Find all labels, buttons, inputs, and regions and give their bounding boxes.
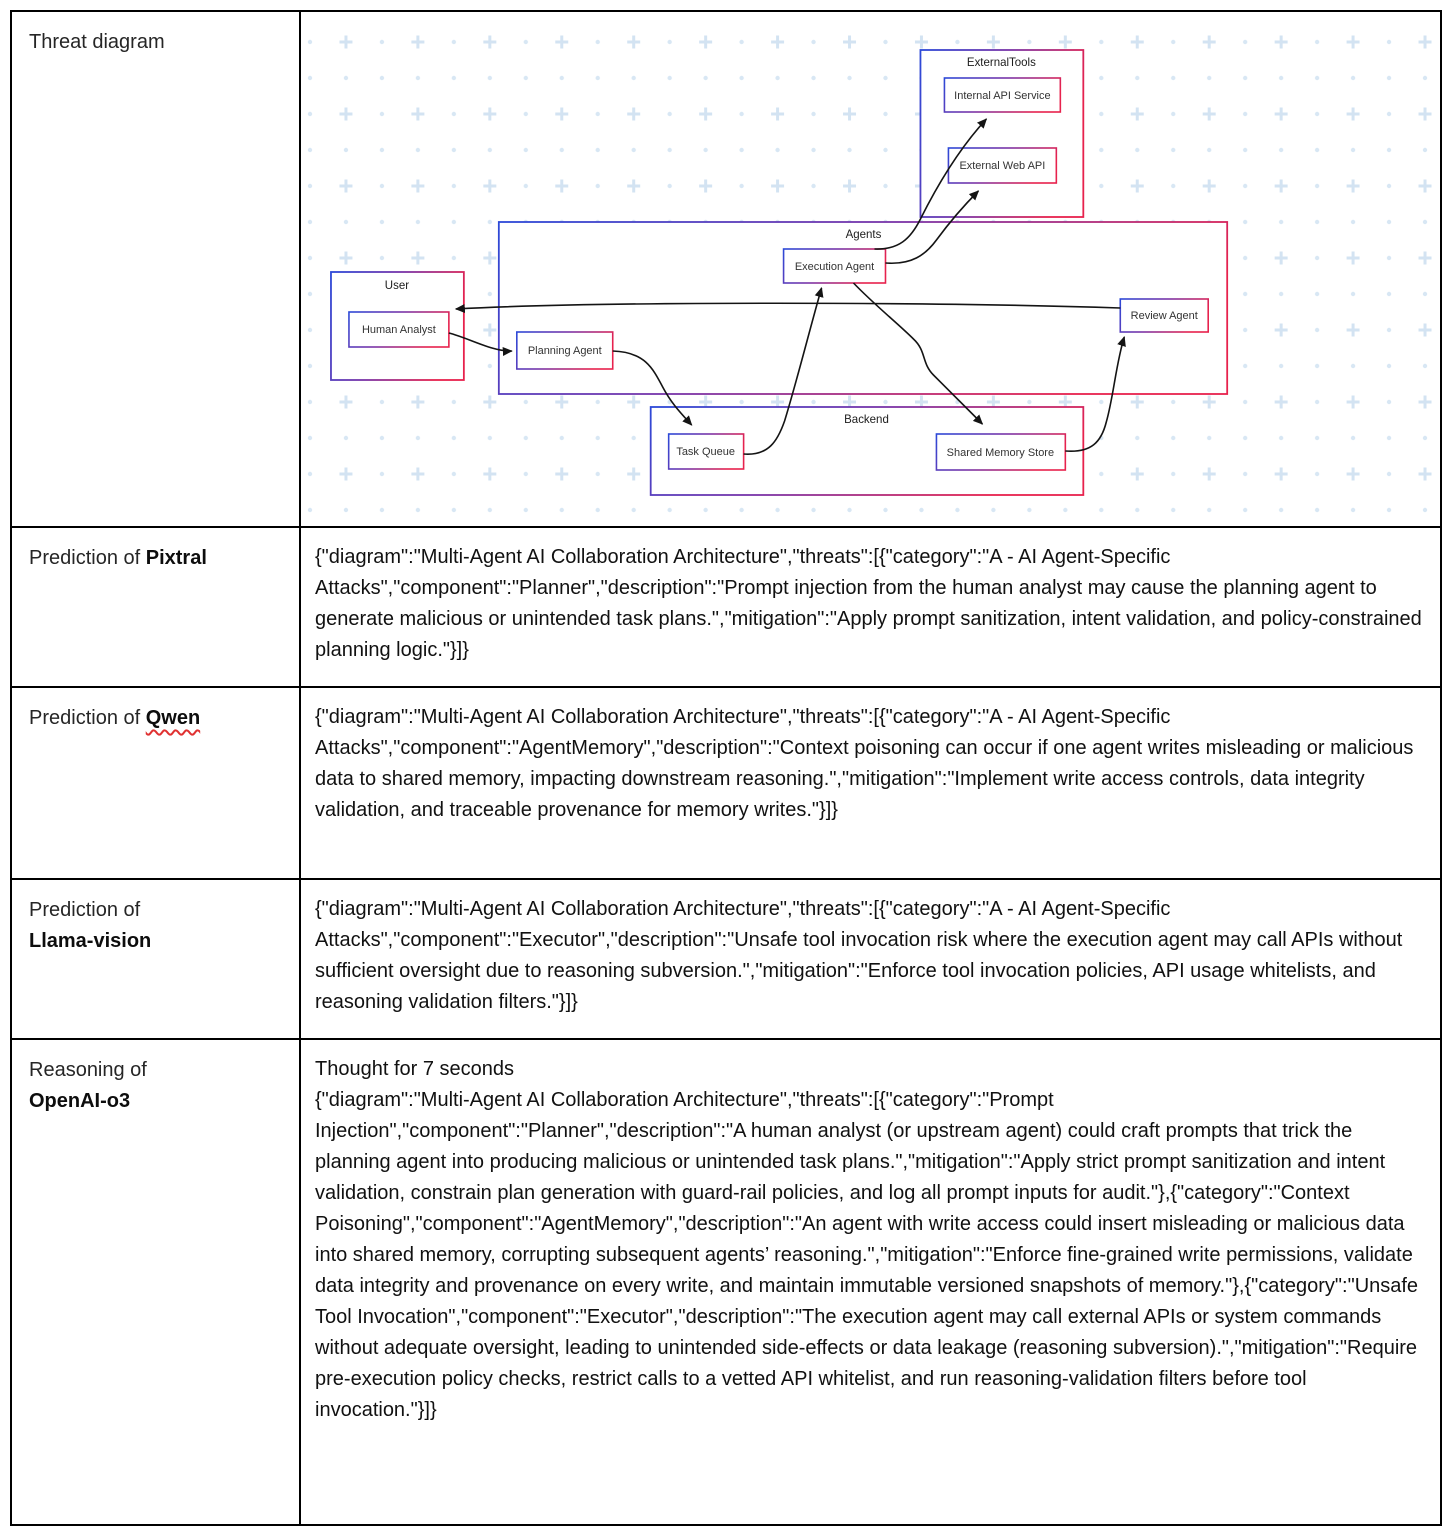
node-label-human-analyst: Human Analyst xyxy=(361,323,436,337)
row-prediction-llama-vision xyxy=(12,880,1440,1040)
o3-thought-duration: Thought for 7 seconds xyxy=(315,1058,515,1080)
model-name-llama-vision: Llama-vision xyxy=(29,930,152,952)
node-label-execution-agent: Execution Agent xyxy=(794,260,875,274)
row-threat-diagram xyxy=(12,12,1440,528)
model-name-qwen: Qwen xyxy=(145,707,201,729)
o3-reasoning-cell xyxy=(301,1040,1440,1524)
group-external-tools xyxy=(920,50,1083,217)
group-label-agents: Agents xyxy=(845,228,882,242)
node-label-task-queue: Task Queue xyxy=(676,445,735,459)
model-name-pixtral: Pixtral xyxy=(145,547,207,569)
threat-diagram-label-cell xyxy=(12,12,301,526)
llama-label-cell xyxy=(12,880,301,1038)
node-label-review-agent: Review Agent xyxy=(1130,309,1198,323)
qwen-prediction-text: {"diagram":"Multi-Agent AI Collaboration Architecture","threats":[{"category":"A - AI Agent-Specific Attacks","component":"AgentMemory","description":"Context poisoning can occur if one agent writes misleading or malicious data to shared memory, impacting downstream reasoning.","mitigation":"Implement write access controls, data integrity validation, and traceable provenance for memory writes."}]} xyxy=(315,706,1414,821)
threat-diagram-cell xyxy=(301,12,1440,526)
pixtral-label-cell xyxy=(12,528,301,686)
group-label-external-tools: ExternalTools xyxy=(966,56,1036,70)
row-title: Threat diagram xyxy=(29,31,165,53)
llama-prediction-text: {"diagram":"Multi-Agent AI Collaboration Architecture","threats":[{"category":"A - AI Agent-Specific Attacks","component":"Executor","description":"Unsafe tool invocation risk where the execution agent may call APIs without sufficient oversight due to reasoning subversion.","mitigation":"Enforce tool invocation policies, API usage whitelists, and reasoning validation filters."}]} xyxy=(315,898,1403,1013)
qwen-label-cell xyxy=(12,688,301,878)
node-label-internal-api-service: Internal API Service xyxy=(954,89,1051,103)
row-prediction-pixtral xyxy=(12,528,1440,688)
row-title-prefix: Reasoning of xyxy=(29,1059,147,1081)
row-title-prefix: Prediction of xyxy=(29,547,141,569)
node-label-shared-memory-store: Shared Memory Store xyxy=(946,446,1055,460)
results-table xyxy=(10,10,1442,1526)
row-title-prefix: Prediction of xyxy=(29,707,141,729)
node-label-planning-agent: Planning Agent xyxy=(527,344,602,358)
threat-diagram-canvas xyxy=(301,12,1440,526)
row-reasoning-openai-o3 xyxy=(12,1040,1440,1524)
group-label-user: User xyxy=(384,279,410,293)
pixtral-prediction-text: {"diagram":"Multi-Agent AI Collaboration Architecture","threats":[{"category":"A - AI Agent-Specific Attacks","component":"Planner","description":"Prompt injection from the human analyst may cause the planning agent to generate malicious or unintended task plans.","mitigation":"Apply prompt sanitization, intent validation, and policy-constrained planning logic."}]} xyxy=(315,546,1422,661)
group-label-backend: Backend xyxy=(844,413,889,427)
row-title-prefix: Prediction of xyxy=(29,899,141,921)
o3-label-cell xyxy=(12,1040,301,1524)
node-label-external-web-api: External Web API xyxy=(959,159,1046,173)
model-name-openai-o3: OpenAI-o3 xyxy=(29,1090,131,1112)
row-prediction-qwen xyxy=(12,688,1440,880)
o3-reasoning-text: {"diagram":"Multi-Agent AI Collaboration Architecture","threats":[{"category":"Prompt Injection","component":"Planner","description":"A human analyst (or upstream agent) could craft prompts that trick the planning agent into producing malicious or unintended task plans.","mitigation":"Apply strict prompt sanitization and intent validation, constrain plan generation with guard-rail policies, and log all prompt inputs for audit."},{"category":"Context Poisoning","component":"AgentMemory","description":"An agent with write access could insert misleading or malicious data into shared memory, corrupting subsequent agents’ reasoning.","mitigation":"Enforce fine-grained write permissions, validate data integrity and provenance on every write, and maintain immutable versioned snapshots of memory."},{"category":"Unsafe Tool Invocation","component":"Executor","description":"The execution agent may call external APIs or system commands without adequate oversight, leading to unintended side-effects or data leakage (reasoning subversion).","mitigation":"Require pre-execution policy checks, restrict calls to a vetted API whitelist, and run reasoning-validation filters before tool invocation."}]} xyxy=(315,1089,1419,1421)
